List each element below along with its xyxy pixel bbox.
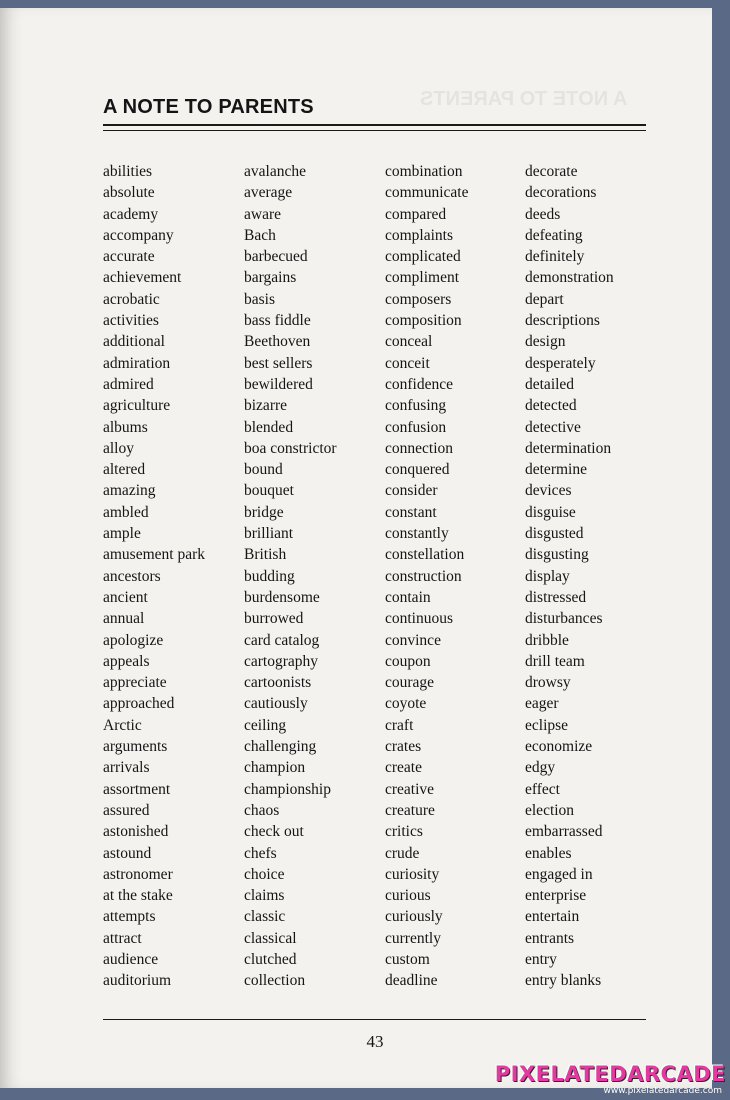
word-entry: contain xyxy=(385,588,431,606)
word-entry: blended xyxy=(244,418,294,436)
word-entry: budding xyxy=(244,567,295,585)
word-entry: disgusted xyxy=(525,525,584,543)
word-entry: attempts xyxy=(103,908,156,926)
word-entry: assortment xyxy=(103,780,171,798)
word-entry: courage xyxy=(385,674,435,692)
word-entry: drowsy xyxy=(525,674,571,692)
word-entry: aware xyxy=(244,205,281,223)
word-entry: avalanche xyxy=(244,163,306,180)
word-column-3 xyxy=(385,161,469,992)
word-entry: classical xyxy=(244,929,297,947)
page-title: A NOTE TO PARENTS xyxy=(103,96,314,118)
word-entry: creative xyxy=(385,780,435,798)
word-entry: distressed xyxy=(525,588,587,606)
word-entry: Bach xyxy=(244,226,276,244)
word-entry: academy xyxy=(103,205,159,223)
word-entry: additional xyxy=(103,333,165,351)
word-entry: enables xyxy=(525,844,572,862)
word-entry: brilliant xyxy=(244,525,294,543)
word-entry: ancient xyxy=(103,588,148,606)
word-entry: complicated xyxy=(385,248,461,266)
word-entry: disguise xyxy=(525,503,576,521)
word-entry: constantly xyxy=(385,525,449,543)
word-entry: dribble xyxy=(525,631,569,649)
word-column-2 xyxy=(244,161,337,992)
word-entry: bewildered xyxy=(244,375,313,393)
word-entry: ambled xyxy=(103,503,149,521)
word-entry: eager xyxy=(525,695,559,713)
word-entry: barbecued xyxy=(244,248,308,266)
word-entry: coupon xyxy=(385,652,431,670)
word-entry: bizarre xyxy=(244,397,288,415)
word-entry: entrants xyxy=(525,929,575,947)
word-entry: accurate xyxy=(103,248,155,266)
word-entry: curiously xyxy=(385,908,443,926)
word-entry: disturbances xyxy=(525,610,603,628)
page-number: 43 xyxy=(366,1032,384,1051)
word-entry: drill team xyxy=(525,652,585,670)
word-entry: bass fiddle xyxy=(244,312,311,330)
word-entry: approached xyxy=(103,695,175,713)
word-entry: admired xyxy=(103,375,154,393)
word-entry: detective xyxy=(525,418,581,436)
word-entry: constant xyxy=(385,503,437,521)
word-entry: cautiously xyxy=(244,695,308,713)
word-entry: composition xyxy=(385,312,462,330)
word-entry: activities xyxy=(103,312,159,330)
word-entry: eclipse xyxy=(525,716,569,734)
word-entry: arguments xyxy=(103,738,168,756)
word-entry: demonstration xyxy=(525,269,614,287)
word-entry: communicate xyxy=(385,184,469,202)
word-entry: audience xyxy=(103,950,159,968)
word-entry: amusement park xyxy=(103,546,206,564)
word-entry: curious xyxy=(385,887,431,905)
word-entry: custom xyxy=(385,950,430,968)
word-entry: bouquet xyxy=(244,482,294,500)
word-entry: check out xyxy=(244,823,304,841)
word-entry: deeds xyxy=(525,205,561,223)
word-entry: ample xyxy=(103,525,141,543)
word-entry: absolute xyxy=(103,184,155,202)
word-entry: card catalog xyxy=(244,631,320,649)
word-entry: albums xyxy=(103,418,148,436)
title-rule-thin xyxy=(103,130,646,131)
word-entry: collection xyxy=(244,972,306,990)
word-entry: boa constrictor xyxy=(244,439,337,457)
word-entry: auditorium xyxy=(103,972,172,990)
word-entry: assured xyxy=(103,801,150,819)
word-entry: altered xyxy=(103,461,146,479)
word-entry: arrivals xyxy=(103,759,150,777)
word-entry: economize xyxy=(525,738,593,756)
book-page xyxy=(0,8,712,1088)
word-entry: basis xyxy=(244,290,275,308)
word-entry: cartoonists xyxy=(244,674,312,692)
word-entry: currently xyxy=(385,929,441,947)
word-entry: clutched xyxy=(244,950,297,968)
word-entry: defeating xyxy=(525,226,583,244)
word-entry: amazing xyxy=(103,482,156,500)
word-entry: bound xyxy=(244,461,283,479)
word-entry: definitely xyxy=(525,248,585,266)
word-entry: craft xyxy=(385,716,414,734)
word-entry: engaged in xyxy=(525,865,593,883)
word-entry: cartography xyxy=(244,652,319,670)
word-entry: creature xyxy=(385,801,435,819)
footer-rule xyxy=(103,1019,646,1020)
word-entry: disgusting xyxy=(525,546,589,564)
word-entry: effect xyxy=(525,780,560,798)
word-entry: attract xyxy=(103,929,142,947)
word-entry: choice xyxy=(244,865,285,883)
word-entry: compared xyxy=(385,205,447,223)
word-entry: burrowed xyxy=(244,610,304,628)
word-entry: confusion xyxy=(385,418,447,436)
word-entry: accompany xyxy=(103,226,174,244)
word-entry: display xyxy=(525,567,570,585)
word-entry: championship xyxy=(244,780,331,798)
word-entry: confidence xyxy=(385,375,453,393)
word-entry: determine xyxy=(525,461,587,479)
word-entry: acrobatic xyxy=(103,290,160,308)
word-entry: chefs xyxy=(244,844,277,862)
watermark-logo: PIXELATEDARCADE xyxy=(494,1062,726,1086)
word-entry: appeals xyxy=(103,652,150,670)
word-entry: claims xyxy=(244,887,285,905)
word-entry: determination xyxy=(525,439,612,457)
word-entry: crates xyxy=(385,738,422,756)
word-entry: annual xyxy=(103,610,145,628)
word-entry: entertain xyxy=(525,908,580,926)
word-entry: average xyxy=(244,184,293,202)
word-entry: coyote xyxy=(385,695,427,713)
word-entry: agriculture xyxy=(103,397,171,415)
word-entry: depart xyxy=(525,290,564,308)
word-entry: bargains xyxy=(244,269,297,287)
word-entry: curiosity xyxy=(385,865,440,883)
word-column-1 xyxy=(103,161,205,992)
bleed-through-text: A NOTE TO PARENTS xyxy=(420,88,628,110)
word-entry: compliment xyxy=(385,269,460,287)
word-entry: decorate xyxy=(525,163,578,180)
word-entry: composers xyxy=(385,290,452,308)
word-entry: entry xyxy=(525,950,557,968)
word-entry: apologize xyxy=(103,631,164,649)
word-entry: constellation xyxy=(385,546,465,564)
word-entry: appreciate xyxy=(103,674,167,692)
word-column-4 xyxy=(525,161,614,992)
word-entry: admiration xyxy=(103,354,171,372)
word-entry: classic xyxy=(244,908,286,926)
word-entry: devices xyxy=(525,482,572,500)
word-entry: decorations xyxy=(525,184,597,202)
word-entry: alloy xyxy=(103,439,134,457)
word-entry: embarrassed xyxy=(525,823,603,841)
word-entry: combination xyxy=(385,163,463,180)
word-entry: deadline xyxy=(385,972,438,990)
word-entry: crude xyxy=(385,844,420,862)
word-entry: edgy xyxy=(525,759,556,777)
word-entry: consider xyxy=(385,482,438,500)
word-entry: entry blanks xyxy=(525,972,602,990)
word-entry: complaints xyxy=(385,226,454,244)
word-entry: achievement xyxy=(103,269,182,287)
word-entry: astound xyxy=(103,844,152,862)
word-entry: champion xyxy=(244,759,306,777)
word-entry: convince xyxy=(385,631,441,649)
word-entry: connection xyxy=(385,439,454,457)
word-entry: burdensome xyxy=(244,588,320,606)
word-entry: at the stake xyxy=(103,887,173,905)
word-entry: best sellers xyxy=(244,354,313,372)
word-entry: ancestors xyxy=(103,567,161,585)
word-entry: critics xyxy=(385,823,423,841)
word-entry: British xyxy=(244,546,287,564)
title-rule-thick xyxy=(103,124,646,126)
word-entry: challenging xyxy=(244,738,317,756)
word-entry: detected xyxy=(525,397,577,415)
word-entry: astonished xyxy=(103,823,169,841)
word-entry: Beethoven xyxy=(244,333,311,351)
word-entry: enterprise xyxy=(525,887,587,905)
word-entry: conceit xyxy=(385,354,430,372)
word-entry: bridge xyxy=(244,503,284,521)
word-entry: construction xyxy=(385,567,462,585)
word-entry: Arctic xyxy=(103,716,142,734)
word-entry: descriptions xyxy=(525,312,600,330)
watermark-url: www.pixelatedarcade.com xyxy=(603,1086,722,1096)
word-entry: desperately xyxy=(525,354,596,372)
word-entry: confusing xyxy=(385,397,447,415)
word-entry: detailed xyxy=(525,375,575,393)
word-entry: conquered xyxy=(385,461,450,479)
word-entry: conceal xyxy=(385,333,433,351)
word-entry: continuous xyxy=(385,610,454,628)
word-entry: chaos xyxy=(244,801,280,819)
word-entry: ceiling xyxy=(244,716,287,734)
word-entry: design xyxy=(525,333,566,351)
word-entry: election xyxy=(525,801,575,819)
word-entry: abilities xyxy=(103,163,153,180)
word-entry: create xyxy=(385,759,422,777)
word-entry: astronomer xyxy=(103,865,173,883)
